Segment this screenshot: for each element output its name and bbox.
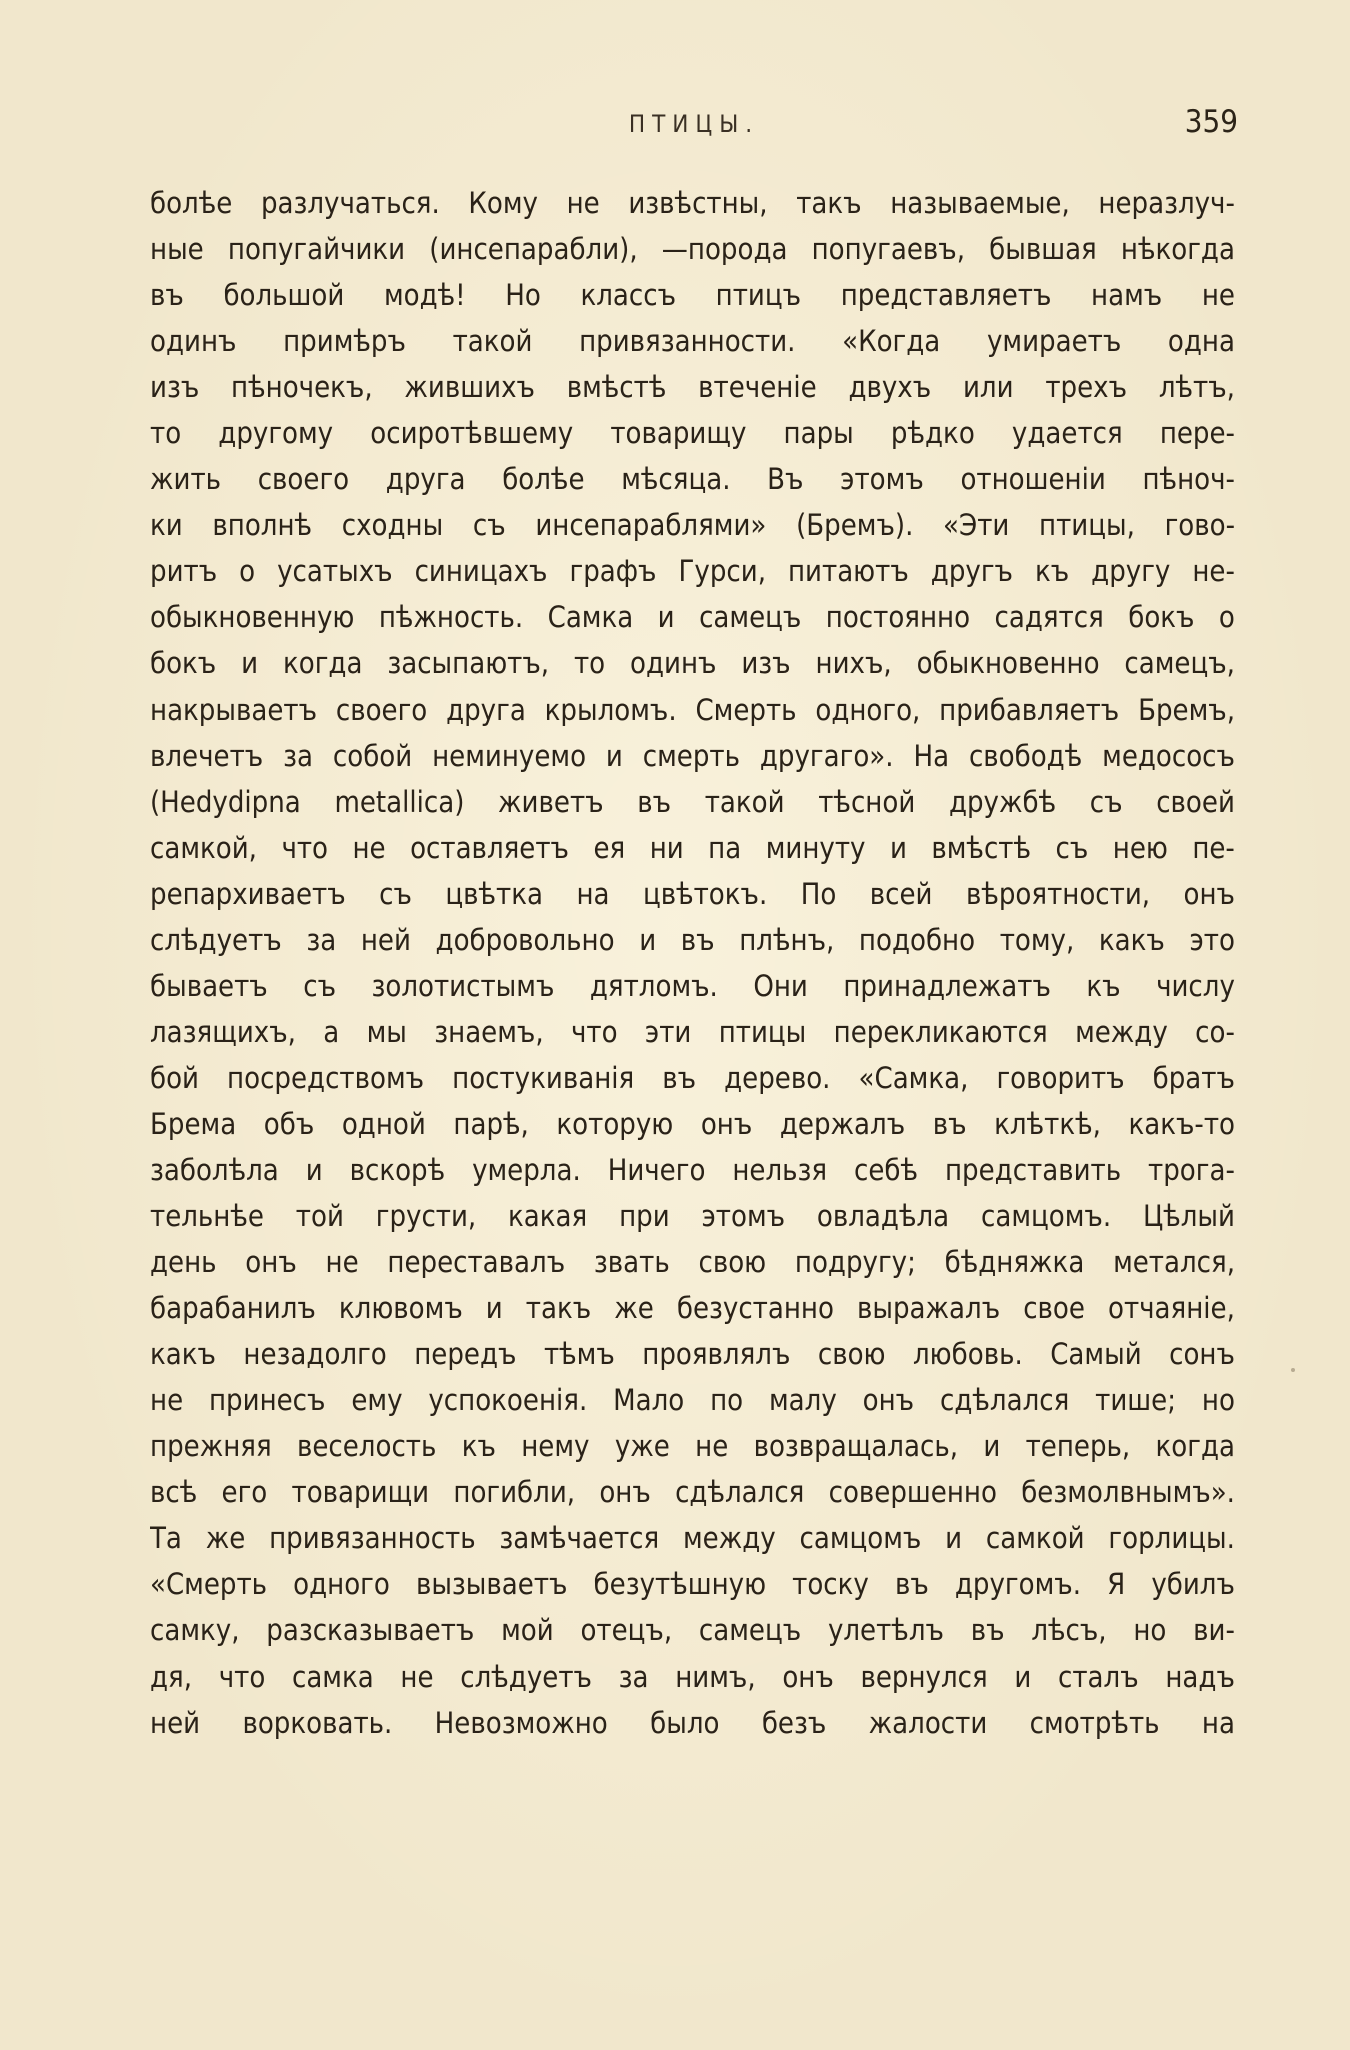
text-line: какъ незадолго передъ тѣмъ проявлялъ свою любовь. Самый сонъ	[150, 1337, 1235, 1372]
text-line: изъ пѣночекъ, жившихъ вмѣстѣ втеченіе двухъ или трехъ лѣтъ,	[150, 370, 1235, 405]
text-line: бокъ и когда засыпаютъ, то одинъ изъ нихъ, обыкновенно самецъ,	[150, 646, 1235, 681]
text-line: Брема объ одной парѣ, которую онъ держалъ въ клѣткѣ, какъ-то	[150, 1106, 1235, 1141]
text-line: обыкновенную пѣжность. Самка и самецъ постоянно садятся бокъ о	[150, 600, 1235, 635]
text-line: ки вполнѣ сходны съ инсепараблями» (Бремъ). «Эти птицы, гово-	[150, 508, 1235, 543]
running-head: ПТИЦЫ.	[628, 110, 760, 138]
text-line: «Смерть одного вызываетъ безутѣшную тоску въ другомъ. Я убилъ	[150, 1567, 1235, 1602]
text-line: (Hedydipna metallica) живетъ въ такой тѣсной дружбѣ съ своей	[150, 784, 1235, 819]
body-text	[150, 180, 1235, 1746]
page-header	[150, 104, 1238, 148]
text-line: въ большой модѣ! Но классъ птицъ представляетъ намъ не	[150, 278, 1235, 313]
text-line: бываетъ съ золотистымъ дятломъ. Они принадлежатъ къ числу	[150, 968, 1235, 1003]
text-line: Та же привязанность замѣчается между самцомъ и самкой горлицы.	[150, 1521, 1235, 1556]
text-line: ные попугайчики (инсепарабли), —порода попугаевъ, бывшая нѣкогда	[150, 232, 1235, 267]
text-line: тельнѣе той грусти, какая при этомъ овладѣла самцомъ. Цѣлый	[150, 1199, 1235, 1234]
text-line: барабанилъ клювомъ и такъ же безустанно выражалъ свое отчаяніе,	[150, 1291, 1235, 1326]
text-line: влечетъ за собой неминуемо и смерть другаго». На свободѣ медососъ	[150, 738, 1235, 773]
text-line: всѣ его товарищи погибли, онъ сдѣлался совершенно безмолвнымъ».	[150, 1475, 1235, 1510]
paper-speck	[1291, 1368, 1295, 1372]
text-line: самку, разсказываетъ мой отецъ, самецъ улетѣлъ въ лѣсъ, но ви-	[150, 1613, 1235, 1648]
text-line: то другому осиротѣвшему товарищу пары рѣдко удается пере-	[150, 416, 1235, 451]
text-line: не принесъ ему успокоенія. Мало по малу онъ сдѣлался тише; но	[150, 1383, 1235, 1418]
text-line: болѣе разлучаться. Кому не извѣстны, такъ называемые, неразлуч-	[150, 186, 1235, 220]
text-line: заболѣла и вскорѣ умерла. Ничего нельзя себѣ представить трога-	[150, 1152, 1235, 1187]
text-line: бой посредствомъ постукиванія въ дерево. «Самка, говоритъ братъ	[150, 1060, 1235, 1095]
page-number: 359	[1184, 104, 1238, 140]
text-line: дя, что самка не слѣдуетъ за нимъ, онъ вернулся и сталъ надъ	[150, 1659, 1235, 1694]
text-line: лазящихъ, а мы знаемъ, что эти птицы перекликаются между со-	[150, 1014, 1235, 1049]
text-line: жить своего друга болѣе мѣсяца. Въ этомъ отношеніи пѣноч-	[150, 462, 1235, 497]
text-line: одинъ примѣръ такой привязанности. «Когда умираетъ одна	[150, 324, 1235, 359]
text-line: слѣдуетъ за ней добровольно и въ плѣнъ, подобно тому, какъ это	[150, 922, 1235, 957]
text-line: самкой, что не оставляетъ ея ни па минуту и вмѣстѣ съ нею пе-	[150, 830, 1235, 865]
text-line: ритъ о усатыхъ синицахъ графъ Гурси, питаютъ другъ къ другу не-	[150, 554, 1235, 589]
text-line: репархиваетъ съ цвѣтка на цвѣтокъ. По всей вѣроятности, онъ	[150, 876, 1235, 911]
text-line: прежняя веселость къ нему уже не возвращалась, и теперь, когда	[150, 1429, 1235, 1464]
text-line: день онъ не переставалъ звать свою подругу; бѣдняжка метался,	[150, 1245, 1235, 1280]
text-line: ней ворковать. Невозможно было безъ жалости смотрѣть на	[150, 1705, 1235, 1740]
text-line: накрываетъ своего друга крыломъ. Смерть одного, прибавляетъ Бремъ,	[150, 692, 1235, 727]
